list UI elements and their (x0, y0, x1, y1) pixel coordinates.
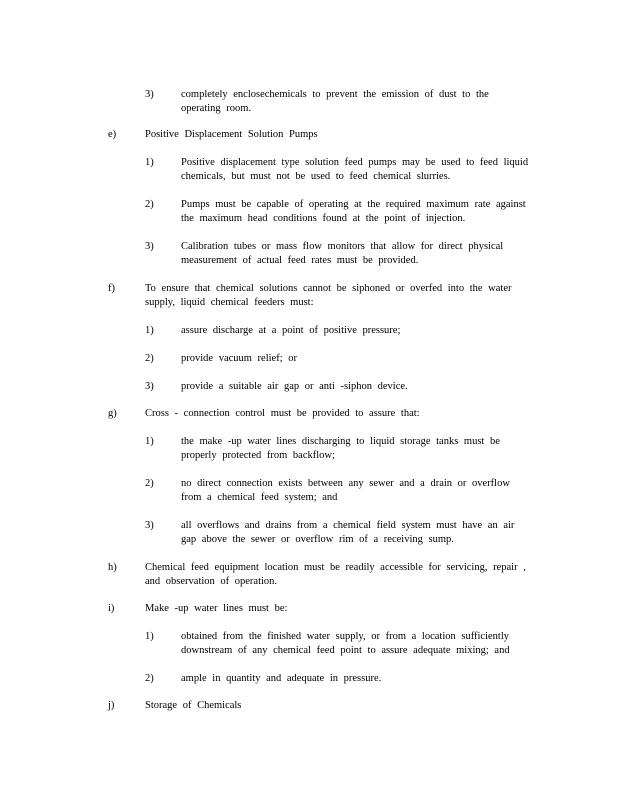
text-line: completely enclosechemicals to prevent the emission of dust to the (181, 89, 489, 100)
list-marker: 2) (145, 199, 154, 210)
section-marker: i) (108, 603, 115, 614)
list-item-text (181, 519, 546, 547)
section-marker: j) (108, 700, 115, 711)
text-line: properly protected from backflow; (181, 450, 335, 461)
list-marker: 1) (145, 631, 154, 642)
text-line: the make -up water lines discharging to liquid storage tanks must be (181, 436, 500, 447)
text-line: Pumps must be capable of operating at the required maximum rate against (181, 199, 526, 210)
list-item-text (181, 672, 546, 686)
list-marker: 2) (145, 353, 154, 364)
list-item-text (181, 435, 546, 463)
text-line: provide vacuum relief; or (181, 353, 297, 364)
list-marker: 3) (145, 520, 154, 531)
text-line: operating room. (181, 103, 252, 114)
list-marker: 2) (145, 673, 154, 684)
text-line: Positive Displacement Solution Pumps (145, 129, 318, 140)
text-line: provide a suitable air gap or anti -siphon device. (181, 381, 408, 392)
list-item-text (181, 630, 546, 658)
section-marker: g) (108, 408, 117, 419)
list-item-text (181, 156, 546, 184)
list-marker: 1) (145, 436, 154, 447)
text-line: Chemical feed equipment location must be readily accessible for servicing, repair , (145, 562, 526, 573)
text-line: from a chemical feed system; and (181, 492, 338, 503)
text-line: Make -up water lines must be: (145, 603, 288, 614)
list-item-text (181, 352, 546, 366)
section-text (145, 561, 545, 589)
text-line: downstream of any chemical feed point to assure adequate mixing; and (181, 645, 510, 656)
list-marker: 2) (145, 478, 154, 489)
section-marker: h) (108, 562, 117, 573)
text-line: and observation of operation. (145, 576, 278, 587)
text-line: no direct connection exists between any sewer and a drain or overflow (181, 478, 510, 489)
section-heading (145, 699, 545, 713)
list-marker: 1) (145, 325, 154, 336)
text-line: obtained from the finished water supply, or from a location sufficiently (181, 631, 510, 642)
text-line: Calibration tubes or mass flow monitors that allow for direct physical (181, 241, 504, 252)
section-heading (145, 128, 545, 142)
text-line: Storage of Chemicals (145, 700, 242, 711)
list-marker: 3) (145, 241, 154, 252)
list-item-text (181, 88, 546, 116)
section-marker: f) (108, 283, 115, 294)
text-line: To ensure that chemical solutions cannot be siphoned or overfed into the water (145, 283, 512, 294)
list-item-text (181, 240, 546, 268)
text-line: Positive displacement type solution feed pumps may be used to feed liquid (181, 157, 529, 168)
section-text (145, 602, 545, 616)
text-line: supply, liquid chemical feeders must: (145, 297, 314, 308)
text-line: chemicals, but must not be used to feed chemical slurries. (181, 171, 451, 182)
list-marker: 3) (145, 89, 154, 100)
section-marker: e) (108, 129, 117, 140)
list-item-text (181, 380, 546, 394)
list-marker: 1) (145, 157, 154, 168)
list-item-text (181, 477, 546, 505)
list-item-text (181, 198, 546, 226)
list-item-text (181, 324, 546, 338)
text-line: all overflows and drains from a chemical field system must have an air (181, 520, 515, 531)
text-line: gap above the sewer or overflow rim of a receiving sump. (181, 534, 454, 545)
section-text (145, 407, 545, 421)
text-line: Cross - connection control must be provided to assure that: (145, 408, 420, 419)
text-line: the maximum head conditions found at the point of injection. (181, 213, 466, 224)
text-line: assure discharge at a point of positive pressure; (181, 325, 401, 336)
section-text (145, 282, 545, 310)
text-line: ample in quantity and adequate in pressure. (181, 673, 382, 684)
list-marker: 3) (145, 381, 154, 392)
text-line: measurement of actual feed rates must be provided. (181, 255, 419, 266)
